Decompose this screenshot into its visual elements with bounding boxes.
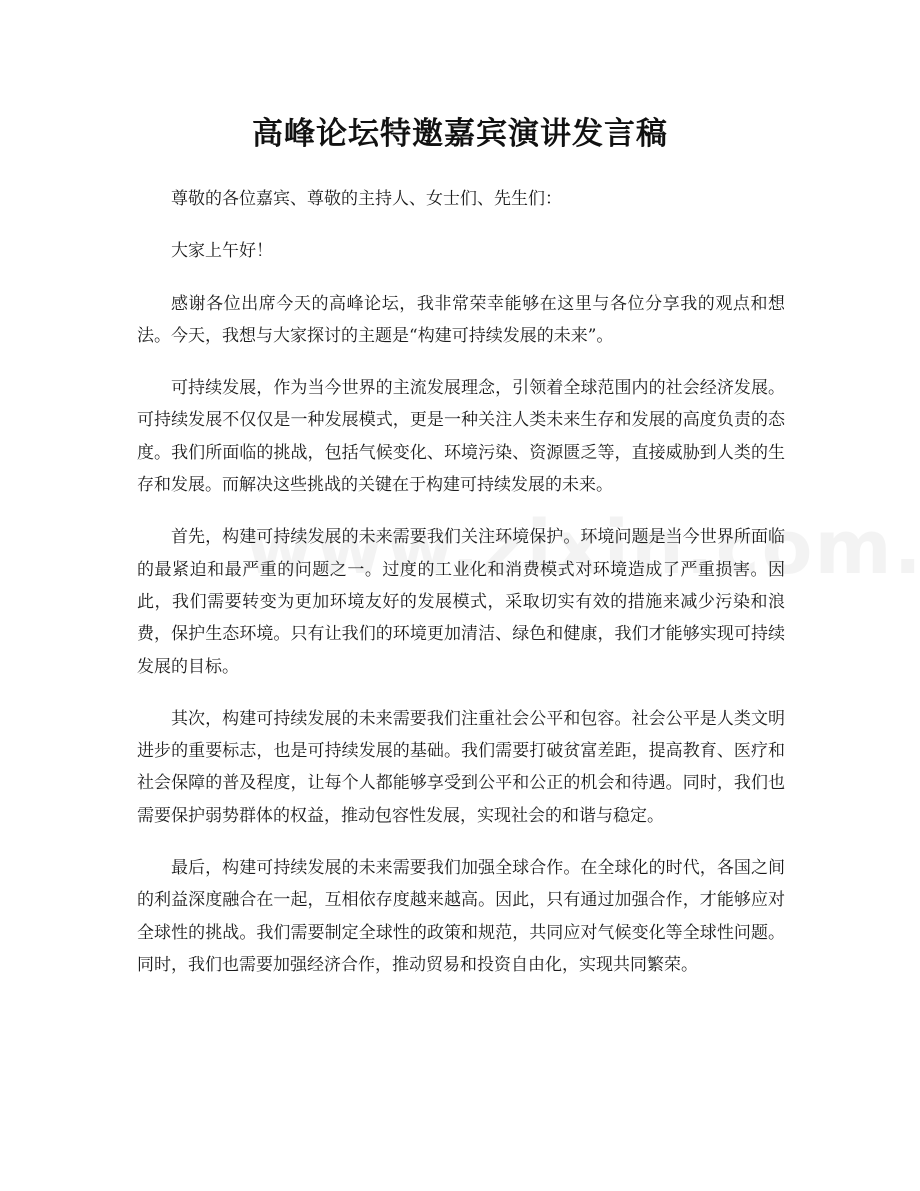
- paragraph-environment: 首先，构建可持续发展的未来需要我们关注环境保护。环境问题是当今世界所面临的最紧迫和最严重的问题之一。过度的工业化和消费模式对环境造成了严重损害。因此，我们需要转变为更加环境友好的发展模式，采取切实有效的措施来减少污染和浪费，保护生态环境。只有让我们的环境更加清洁、绿色和健康，我们才能够实现可持续发展的目标。: [137, 527, 785, 677]
- document-body: [137, 183, 785, 1001]
- document-title: 高峰论坛特邀嘉宾演讲发言稿: [252, 116, 668, 152]
- paragraph-social-equity: 其次，构建可持续发展的未来需要我们注重社会公平和包容。社会公平是人类文明进步的重要标志，也是可持续发展的基础。我们需要打破贫富差距，提高教育、医疗和社会保障的普及程度，让每个人都能够享受到公平和公正的机会和待遇。同时，我们也需要保护弱势群体的权益，推动包容性发展，实现社会的和谐与稳定。: [137, 708, 785, 826]
- paragraph-global-cooperation: 最后，构建可持续发展的未来需要我们加强全球合作。在全球化的时代，各国之间的利益深度融合在一起，互相依存度越来越高。因此，只有通过加强合作，才能够应对全球性的挑战。我们需要制定全球性的政策和规范，共同应对气候变化等全球性问题。同时，我们也需要加强经济合作，推动贸易和投资自由化，实现共同繁荣。: [137, 858, 785, 975]
- paragraph-intro: 感谢各位出席今天的高峰论坛，我非常荣幸能够在这里与各位分享我的观点和想法。今天，我想与大家探讨的主题是“构建可持续发展的未来”。: [137, 293, 785, 346]
- paragraph-sustainability: 可持续发展，作为当今世界的主流发展理念，引领着全球范围内的社会经济发展。可持续发展不仅仅是一种发展模式，更是一种关注人类未来生存和发展的高度负责的态度。我们所面临的挑战，包括气候变化、环境污染、资源匮乏等，直接威胁到人类的生存和发展。而解决这些挑战的关键在于构建可持续发展的未来。: [137, 378, 785, 496]
- salutation: 尊敬的各位嘉宾、尊敬的主持人、女士们、先生们：: [171, 189, 562, 209]
- greeting: 大家上午好！: [171, 241, 273, 262]
